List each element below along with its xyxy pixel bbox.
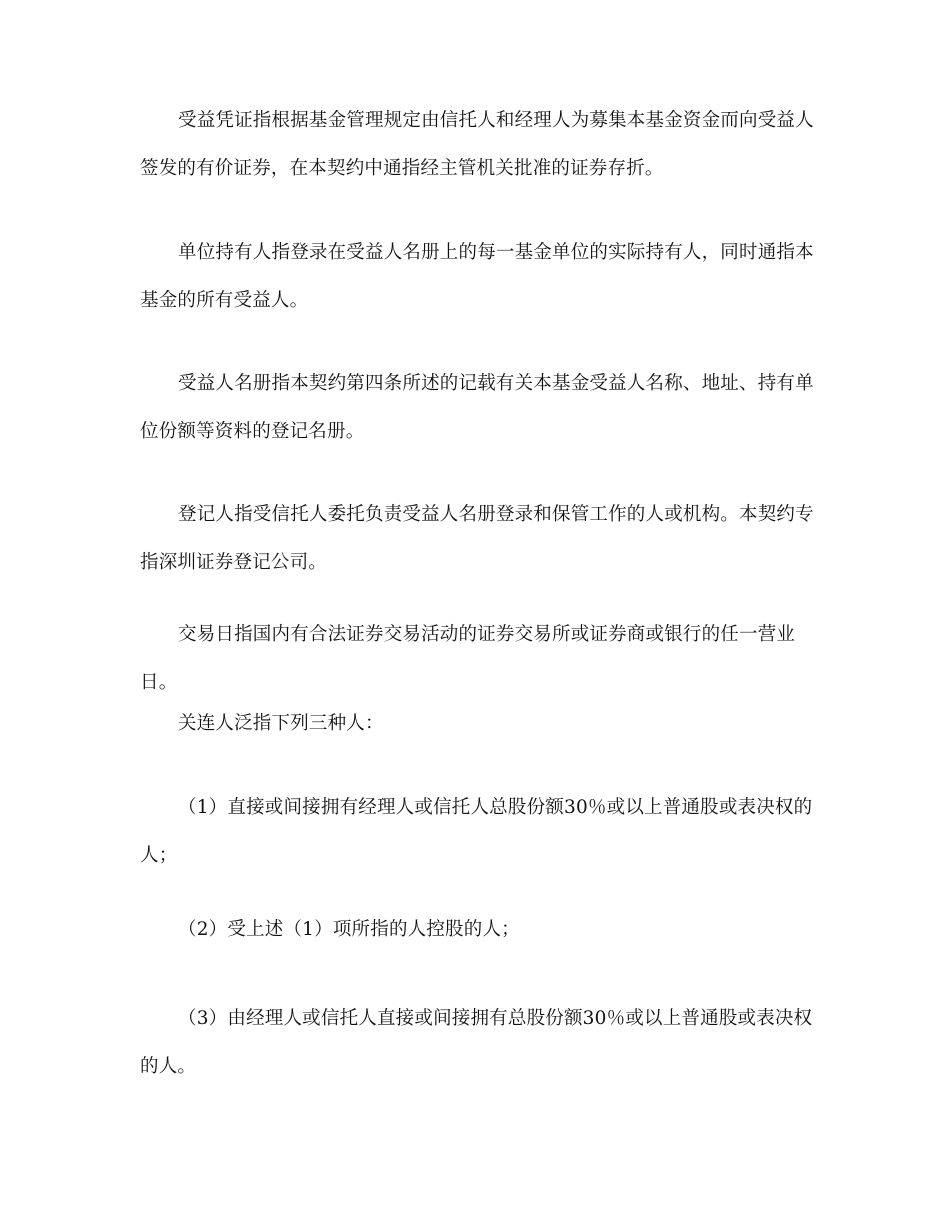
- paragraph-unit-holder: 单位持有人指登录在受益人名册上的每一基金单位的实际持有人，同时通指本基金的所有受益人。: [140, 242, 814, 311]
- paragraph-connected-item-2: （2）受上述（1）项所指的人控股的人；: [178, 919, 520, 940]
- paragraph-connected-item-1: （1）直接或间接拥有经理人或信托人总股份额30％或以上普通股或表决权的人；: [140, 797, 813, 866]
- paragraph-connected-item-3: （3）由经理人或信托人直接或间接拥有总股份额30％或以上普通股或表决权的人。: [140, 1008, 813, 1077]
- paragraph-registrar: 登记人指受信托人委托负责受益人名册登录和保管工作的人或机构。本契约专指深圳证券登记公司。: [140, 504, 814, 573]
- paragraph-beneficiary-certificate: 受益凭证指根据基金管理规定由信托人和经理人为募集本基金资金而向受益人签发的有价证券，在本契约中通指经主管机关批准的证券存折。: [140, 110, 814, 179]
- paragraph-beneficiary-register: 受益人名册指本契约第四条所述的记载有关本基金受益人名称、地址、持有单位份额等资料的登记名册。: [140, 373, 814, 442]
- paragraph-connected-persons: 关连人泛指下列三种人：: [178, 713, 384, 734]
- paragraph-trading-day: 交易日指国内有合法证券交易活动的证券交易所或证券商或银行的任一营业日。: [140, 624, 796, 693]
